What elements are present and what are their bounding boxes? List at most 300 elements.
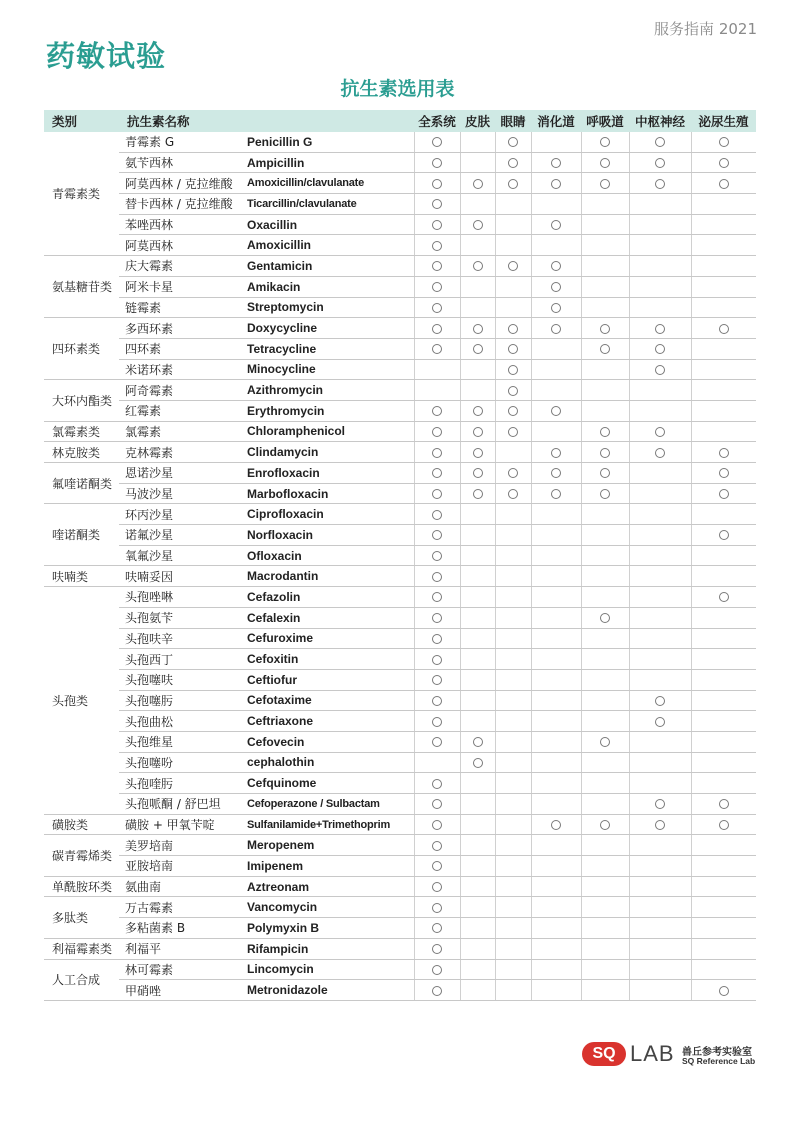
table-row bbox=[44, 173, 756, 194]
applicable-circle-icon bbox=[432, 344, 442, 354]
applicable-circle-icon bbox=[551, 448, 561, 458]
mark-cell-digestive bbox=[531, 856, 581, 877]
antibiotic-english-name: Lincomycin bbox=[241, 959, 414, 980]
mark-cell-skin bbox=[460, 897, 495, 918]
antibiotic-chinese-name: 恩诺沙星 bbox=[119, 463, 241, 484]
applicable-circle-icon bbox=[551, 179, 561, 189]
mark-cell-systemic bbox=[414, 297, 460, 318]
mark-cell-urogenital bbox=[691, 856, 756, 877]
mark-cell-systemic bbox=[414, 194, 460, 215]
applicable-circle-icon bbox=[719, 468, 729, 478]
mark-cell-urogenital bbox=[691, 731, 756, 752]
applicable-circle-icon bbox=[508, 158, 518, 168]
applicable-circle-icon bbox=[551, 820, 561, 830]
mark-cell-skin bbox=[460, 359, 495, 380]
category-cell: 氨基糖苷类 bbox=[44, 256, 119, 318]
applicable-circle-icon bbox=[473, 220, 483, 230]
mark-cell-cns bbox=[629, 194, 691, 215]
mark-cell-skin bbox=[460, 421, 495, 442]
antibiotic-chinese-name: 四环素 bbox=[119, 338, 241, 359]
mark-cell-cns bbox=[629, 566, 691, 587]
mark-cell-cns bbox=[629, 318, 691, 339]
antibiotic-english-name: Cefotaxime bbox=[241, 690, 414, 711]
header-eyes: 眼睛 bbox=[495, 110, 531, 132]
mark-cell-skin bbox=[460, 256, 495, 277]
mark-cell-digestive bbox=[531, 980, 581, 1001]
applicable-circle-icon bbox=[600, 324, 610, 334]
mark-cell-systemic bbox=[414, 959, 460, 980]
mark-cell-urogenital bbox=[691, 711, 756, 732]
mark-cell-skin bbox=[460, 545, 495, 566]
table-row bbox=[44, 980, 756, 1001]
applicable-circle-icon bbox=[600, 427, 610, 437]
mark-cell-cns bbox=[629, 463, 691, 484]
antibiotic-chinese-name: 多粘菌素 B bbox=[119, 918, 241, 939]
mark-cell-digestive bbox=[531, 628, 581, 649]
applicable-circle-icon bbox=[508, 365, 518, 375]
mark-cell-cns bbox=[629, 856, 691, 877]
mark-cell-skin bbox=[460, 132, 495, 152]
mark-cell-skin bbox=[460, 380, 495, 401]
mark-cell-eyes bbox=[495, 152, 531, 173]
table-row bbox=[44, 649, 756, 670]
mark-cell-eyes bbox=[495, 525, 531, 546]
mark-cell-digestive bbox=[531, 359, 581, 380]
table-row bbox=[44, 276, 756, 297]
antibiotic-english-name: Erythromycin bbox=[241, 400, 414, 421]
mark-cell-eyes bbox=[495, 483, 531, 504]
logo-chinese-name: 兽丘参考实验室 bbox=[682, 1047, 752, 1058]
applicable-circle-icon bbox=[508, 427, 518, 437]
mark-cell-skin bbox=[460, 752, 495, 773]
applicable-circle-icon bbox=[508, 386, 518, 396]
mark-cell-respiratory bbox=[581, 194, 629, 215]
antibiotic-english-name: Amikacin bbox=[241, 276, 414, 297]
table-row bbox=[44, 318, 756, 339]
applicable-circle-icon bbox=[432, 820, 442, 830]
applicable-circle-icon bbox=[719, 820, 729, 830]
header-skin: 皮肤 bbox=[460, 110, 495, 132]
mark-cell-urogenital bbox=[691, 338, 756, 359]
applicable-circle-icon bbox=[508, 137, 518, 147]
antibiotic-chinese-name: 青霉素 G bbox=[119, 132, 241, 152]
applicable-circle-icon bbox=[551, 282, 561, 292]
mark-cell-skin bbox=[460, 442, 495, 463]
mark-cell-respiratory bbox=[581, 587, 629, 608]
applicable-circle-icon bbox=[473, 179, 483, 189]
mark-cell-urogenital bbox=[691, 359, 756, 380]
antibiotic-chinese-name: 头孢维星 bbox=[119, 731, 241, 752]
applicable-circle-icon bbox=[432, 551, 442, 561]
mark-cell-skin bbox=[460, 338, 495, 359]
mark-cell-systemic bbox=[414, 318, 460, 339]
applicable-circle-icon bbox=[432, 199, 442, 209]
mark-cell-respiratory bbox=[581, 442, 629, 463]
antibiotic-chinese-name: 阿奇霉素 bbox=[119, 380, 241, 401]
antibiotic-chinese-name: 万古霉素 bbox=[119, 897, 241, 918]
table-row bbox=[44, 566, 756, 587]
mark-cell-cns bbox=[629, 897, 691, 918]
mark-cell-systemic bbox=[414, 980, 460, 1001]
mark-cell-digestive bbox=[531, 214, 581, 235]
mark-cell-systemic bbox=[414, 938, 460, 959]
mark-cell-respiratory bbox=[581, 235, 629, 256]
mark-cell-cns bbox=[629, 669, 691, 690]
mark-cell-eyes bbox=[495, 711, 531, 732]
table-row bbox=[44, 773, 756, 794]
antibiotic-english-name: Amoxicillin bbox=[241, 235, 414, 256]
mark-cell-systemic bbox=[414, 628, 460, 649]
antibiotic-english-name: Ofloxacin bbox=[241, 545, 414, 566]
applicable-circle-icon bbox=[600, 158, 610, 168]
category-cell: 林克胺类 bbox=[44, 442, 119, 463]
antibiotic-chinese-name: 苯唑西林 bbox=[119, 214, 241, 235]
antibiotic-english-name: Cefalexin bbox=[241, 607, 414, 628]
mark-cell-eyes bbox=[495, 318, 531, 339]
mark-cell-digestive bbox=[531, 152, 581, 173]
mark-cell-eyes bbox=[495, 918, 531, 939]
mark-cell-respiratory bbox=[581, 525, 629, 546]
mark-cell-urogenital bbox=[691, 545, 756, 566]
applicable-circle-icon bbox=[655, 344, 665, 354]
table-row bbox=[44, 835, 756, 856]
antibiotic-english-name: Ampicillin bbox=[241, 152, 414, 173]
applicable-circle-icon bbox=[655, 179, 665, 189]
mark-cell-urogenital bbox=[691, 132, 756, 152]
mark-cell-systemic bbox=[414, 814, 460, 835]
mark-cell-digestive bbox=[531, 897, 581, 918]
mark-cell-respiratory bbox=[581, 938, 629, 959]
table-row bbox=[44, 607, 756, 628]
antibiotic-english-name: Cefuroxime bbox=[241, 628, 414, 649]
table-body bbox=[44, 132, 756, 1000]
table-row bbox=[44, 545, 756, 566]
applicable-circle-icon bbox=[551, 158, 561, 168]
mark-cell-digestive bbox=[531, 814, 581, 835]
applicable-circle-icon bbox=[551, 489, 561, 499]
antibiotic-english-name: Doxycycline bbox=[241, 318, 414, 339]
applicable-circle-icon bbox=[719, 592, 729, 602]
mark-cell-skin bbox=[460, 711, 495, 732]
applicable-circle-icon bbox=[432, 530, 442, 540]
antibiotic-english-name: Meropenem bbox=[241, 835, 414, 856]
applicable-circle-icon bbox=[432, 613, 442, 623]
mark-cell-systemic bbox=[414, 731, 460, 752]
mark-cell-respiratory bbox=[581, 318, 629, 339]
category-cell: 多肽类 bbox=[44, 897, 119, 938]
antibiotic-english-name: Cefoperazone / Sulbactam bbox=[241, 794, 414, 815]
antibiotic-chinese-name: 头孢唑啉 bbox=[119, 587, 241, 608]
mark-cell-digestive bbox=[531, 173, 581, 194]
applicable-circle-icon bbox=[600, 344, 610, 354]
antibiotic-chinese-name: 头孢噻呋 bbox=[119, 669, 241, 690]
antibiotic-english-name: Ceftiofur bbox=[241, 669, 414, 690]
antibiotic-english-name: Aztreonam bbox=[241, 876, 414, 897]
table-row bbox=[44, 711, 756, 732]
mark-cell-systemic bbox=[414, 773, 460, 794]
mark-cell-digestive bbox=[531, 794, 581, 815]
antibiotic-chinese-name: 美罗培南 bbox=[119, 835, 241, 856]
mark-cell-digestive bbox=[531, 276, 581, 297]
mark-cell-systemic bbox=[414, 483, 460, 504]
mark-cell-cns bbox=[629, 835, 691, 856]
mark-cell-cns bbox=[629, 483, 691, 504]
applicable-circle-icon bbox=[432, 675, 442, 685]
mark-cell-digestive bbox=[531, 256, 581, 277]
mark-cell-systemic bbox=[414, 235, 460, 256]
antibiotic-chinese-name: 红霉素 bbox=[119, 400, 241, 421]
mark-cell-urogenital bbox=[691, 897, 756, 918]
applicable-circle-icon bbox=[719, 179, 729, 189]
applicable-circle-icon bbox=[432, 737, 442, 747]
antibiotic-english-name: cephalothin bbox=[241, 752, 414, 773]
mark-cell-urogenital bbox=[691, 297, 756, 318]
mark-cell-cns bbox=[629, 256, 691, 277]
antibiotic-english-name: Streptomycin bbox=[241, 297, 414, 318]
table-title: 抗生素选用表 bbox=[340, 78, 455, 100]
mark-cell-cns bbox=[629, 359, 691, 380]
mark-cell-cns bbox=[629, 607, 691, 628]
mark-cell-skin bbox=[460, 918, 495, 939]
mark-cell-systemic bbox=[414, 400, 460, 421]
applicable-circle-icon bbox=[432, 779, 442, 789]
mark-cell-systemic bbox=[414, 256, 460, 277]
category-cell: 人工合成 bbox=[44, 959, 119, 1000]
mark-cell-cns bbox=[629, 752, 691, 773]
table-row bbox=[44, 525, 756, 546]
applicable-circle-icon bbox=[551, 303, 561, 313]
mark-cell-cns bbox=[629, 235, 691, 256]
mark-cell-urogenital bbox=[691, 152, 756, 173]
mark-cell-digestive bbox=[531, 545, 581, 566]
mark-cell-skin bbox=[460, 152, 495, 173]
mark-cell-digestive bbox=[531, 297, 581, 318]
mark-cell-urogenital bbox=[691, 504, 756, 525]
applicable-circle-icon bbox=[508, 344, 518, 354]
mark-cell-eyes bbox=[495, 814, 531, 835]
mark-cell-eyes bbox=[495, 773, 531, 794]
mark-cell-systemic bbox=[414, 794, 460, 815]
applicable-circle-icon bbox=[432, 903, 442, 913]
mark-cell-urogenital bbox=[691, 918, 756, 939]
antibiotic-chinese-name: 林可霉素 bbox=[119, 959, 241, 980]
category-cell: 头孢类 bbox=[44, 587, 119, 815]
applicable-circle-icon bbox=[508, 406, 518, 416]
antibiotic-english-name: Macrodantin bbox=[241, 566, 414, 587]
mark-cell-digestive bbox=[531, 421, 581, 442]
mark-cell-eyes bbox=[495, 856, 531, 877]
mark-cell-skin bbox=[460, 566, 495, 587]
mark-cell-systemic bbox=[414, 566, 460, 587]
applicable-circle-icon bbox=[508, 468, 518, 478]
mark-cell-digestive bbox=[531, 235, 581, 256]
applicable-circle-icon bbox=[432, 241, 442, 251]
table-row bbox=[44, 752, 756, 773]
mark-cell-digestive bbox=[531, 463, 581, 484]
mark-cell-eyes bbox=[495, 504, 531, 525]
antibiotic-chinese-name: 磺胺 + 甲氧苄啶 bbox=[119, 814, 241, 835]
mark-cell-systemic bbox=[414, 421, 460, 442]
mark-cell-cns bbox=[629, 876, 691, 897]
mark-cell-eyes bbox=[495, 173, 531, 194]
antibiotic-english-name: Polymyxin B bbox=[241, 918, 414, 939]
mark-cell-digestive bbox=[531, 938, 581, 959]
applicable-circle-icon bbox=[473, 406, 483, 416]
mark-cell-skin bbox=[460, 835, 495, 856]
mark-cell-eyes bbox=[495, 794, 531, 815]
mark-cell-cns bbox=[629, 773, 691, 794]
table-row bbox=[44, 690, 756, 711]
antibiotic-english-name: Cefquinome bbox=[241, 773, 414, 794]
applicable-circle-icon bbox=[600, 179, 610, 189]
applicable-circle-icon bbox=[473, 468, 483, 478]
mark-cell-eyes bbox=[495, 897, 531, 918]
category-cell: 氯霉素类 bbox=[44, 421, 119, 442]
applicable-circle-icon bbox=[551, 324, 561, 334]
applicable-circle-icon bbox=[655, 448, 665, 458]
mark-cell-systemic bbox=[414, 152, 460, 173]
antibiotic-chinese-name: 呋喃妥因 bbox=[119, 566, 241, 587]
mark-cell-cns bbox=[629, 587, 691, 608]
table-row bbox=[44, 483, 756, 504]
mark-cell-systemic bbox=[414, 132, 460, 152]
mark-cell-respiratory bbox=[581, 132, 629, 152]
mark-cell-digestive bbox=[531, 132, 581, 152]
table-row bbox=[44, 256, 756, 277]
applicable-circle-icon bbox=[551, 261, 561, 271]
mark-cell-skin bbox=[460, 587, 495, 608]
mark-cell-urogenital bbox=[691, 649, 756, 670]
antibiotic-english-name: Ciprofloxacin bbox=[241, 504, 414, 525]
applicable-circle-icon bbox=[600, 137, 610, 147]
mark-cell-urogenital bbox=[691, 959, 756, 980]
table-row bbox=[44, 856, 756, 877]
antibiotic-chinese-name: 阿米卡星 bbox=[119, 276, 241, 297]
antibiotic-english-name: Gentamicin bbox=[241, 256, 414, 277]
table-row bbox=[44, 897, 756, 918]
table-row bbox=[44, 587, 756, 608]
mark-cell-skin bbox=[460, 235, 495, 256]
mark-cell-cns bbox=[629, 442, 691, 463]
antibiotic-chinese-name: 氧氟沙星 bbox=[119, 545, 241, 566]
mark-cell-respiratory bbox=[581, 980, 629, 1001]
mark-cell-cns bbox=[629, 504, 691, 525]
antibiotic-english-name: Cefoxitin bbox=[241, 649, 414, 670]
mark-cell-systemic bbox=[414, 856, 460, 877]
applicable-circle-icon bbox=[719, 489, 729, 499]
mark-cell-digestive bbox=[531, 587, 581, 608]
applicable-circle-icon bbox=[432, 448, 442, 458]
mark-cell-eyes bbox=[495, 359, 531, 380]
mark-cell-skin bbox=[460, 876, 495, 897]
applicable-circle-icon bbox=[551, 468, 561, 478]
mark-cell-urogenital bbox=[691, 669, 756, 690]
mark-cell-systemic bbox=[414, 276, 460, 297]
applicable-circle-icon bbox=[600, 613, 610, 623]
mark-cell-digestive bbox=[531, 380, 581, 401]
applicable-circle-icon bbox=[432, 158, 442, 168]
logo-lab-text: LAB bbox=[630, 1041, 675, 1066]
mark-cell-respiratory bbox=[581, 731, 629, 752]
antibiotic-chinese-name: 头孢噻肟 bbox=[119, 690, 241, 711]
applicable-circle-icon bbox=[473, 261, 483, 271]
mark-cell-systemic bbox=[414, 504, 460, 525]
mark-cell-cns bbox=[629, 814, 691, 835]
mark-cell-urogenital bbox=[691, 566, 756, 587]
mark-cell-urogenital bbox=[691, 380, 756, 401]
mark-cell-urogenital bbox=[691, 318, 756, 339]
applicable-circle-icon bbox=[432, 861, 442, 871]
page-title: 药敏试验 bbox=[46, 39, 167, 73]
mark-cell-systemic bbox=[414, 835, 460, 856]
mark-cell-urogenital bbox=[691, 525, 756, 546]
mark-cell-skin bbox=[460, 318, 495, 339]
antibiotic-chinese-name: 头孢喹肟 bbox=[119, 773, 241, 794]
mark-cell-systemic bbox=[414, 173, 460, 194]
mark-cell-eyes bbox=[495, 690, 531, 711]
antibiotic-english-name: Cefazolin bbox=[241, 587, 414, 608]
mark-cell-respiratory bbox=[581, 566, 629, 587]
applicable-circle-icon bbox=[719, 986, 729, 996]
mark-cell-skin bbox=[460, 731, 495, 752]
applicable-circle-icon bbox=[432, 303, 442, 313]
mark-cell-cns bbox=[629, 938, 691, 959]
mark-cell-urogenital bbox=[691, 276, 756, 297]
applicable-circle-icon bbox=[655, 365, 665, 375]
applicable-circle-icon bbox=[432, 220, 442, 230]
mark-cell-eyes bbox=[495, 607, 531, 628]
header-systemic: 全系统 bbox=[414, 110, 460, 132]
mark-cell-digestive bbox=[531, 752, 581, 773]
mark-cell-digestive bbox=[531, 918, 581, 939]
mark-cell-urogenital bbox=[691, 980, 756, 1001]
mark-cell-urogenital bbox=[691, 463, 756, 484]
mark-cell-systemic bbox=[414, 525, 460, 546]
mark-cell-urogenital bbox=[691, 421, 756, 442]
antibiotic-english-name: Azithromycin bbox=[241, 380, 414, 401]
mark-cell-respiratory bbox=[581, 628, 629, 649]
antibiotic-english-name: Minocycline bbox=[241, 359, 414, 380]
mark-cell-urogenital bbox=[691, 442, 756, 463]
mark-cell-systemic bbox=[414, 607, 460, 628]
applicable-circle-icon bbox=[432, 923, 442, 933]
antibiotic-chinese-name: 甲硝唑 bbox=[119, 980, 241, 1001]
antibiotic-chinese-name: 链霉素 bbox=[119, 297, 241, 318]
mark-cell-respiratory bbox=[581, 463, 629, 484]
header-antibiotic-name: 抗生素名称 bbox=[119, 110, 241, 132]
antibiotic-chinese-name: 头孢西丁 bbox=[119, 649, 241, 670]
category-cell: 氟喹诺酮类 bbox=[44, 463, 119, 504]
mark-cell-cns bbox=[629, 297, 691, 318]
antibiotic-english-name: Sulfanilamide+Trimethoprim bbox=[241, 814, 414, 835]
table-row bbox=[44, 400, 756, 421]
mark-cell-eyes bbox=[495, 566, 531, 587]
mark-cell-eyes bbox=[495, 980, 531, 1001]
mark-cell-urogenital bbox=[691, 400, 756, 421]
mark-cell-systemic bbox=[414, 918, 460, 939]
logo-sq-badge: SQ bbox=[582, 1042, 626, 1066]
mark-cell-skin bbox=[460, 173, 495, 194]
applicable-circle-icon bbox=[655, 158, 665, 168]
mark-cell-respiratory bbox=[581, 214, 629, 235]
mark-cell-digestive bbox=[531, 504, 581, 525]
mark-cell-digestive bbox=[531, 525, 581, 546]
category-cell: 青霉素类 bbox=[44, 132, 119, 256]
antibiotic-chinese-name: 氨曲南 bbox=[119, 876, 241, 897]
table-row bbox=[44, 814, 756, 835]
mark-cell-cns bbox=[629, 794, 691, 815]
mark-cell-respiratory bbox=[581, 752, 629, 773]
